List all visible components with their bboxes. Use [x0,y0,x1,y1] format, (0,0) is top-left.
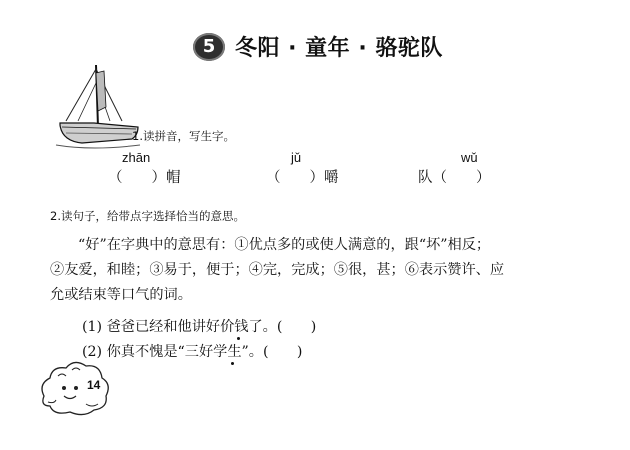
sailboat-icon [52,61,142,151]
pinyin-ju: jǔ [291,150,302,165]
page-number: 14 [87,378,101,392]
section1-title: 1.读拼音，写生字。 [132,129,235,143]
pinyin-wu: wǔ [461,150,478,165]
question-2[interactable]: (2) 你真不愧是“三好学生”。( ) [82,344,303,360]
write-item-1[interactable]: （ ）帽 [108,170,181,186]
paragraph-line: “好”在字典中的意思有：①优点多的或使人满意的，跟“坏”相反； [78,237,491,253]
emphasis-dot [231,362,234,365]
cartoon-cloud-icon [36,356,114,418]
definition-paragraph [50,233,590,308]
pinyin-zhan: zhān [122,150,151,165]
write-item-2[interactable]: （ ）嚼 [266,170,339,186]
paragraph-line: 允或结束等口气的词。 [50,287,192,303]
emphasis-dot [237,337,240,340]
section2-title: 2.读句子，给带点字选择恰当的意思。 [50,209,245,223]
paragraph-line: ②友爱，和睦；③易于，便于；④完，完成；⑤很，甚；⑥表示赞许、应 [50,262,505,278]
write-item-3[interactable]: 队（ ） [418,170,491,186]
lesson-title: 冬阳 · 童年 · 骆驼队 [235,36,443,61]
lesson-number-badge: 5 [193,33,225,61]
question-1[interactable]: (1) 爸爸已经和他讲好价钱了。( ) [82,319,317,335]
